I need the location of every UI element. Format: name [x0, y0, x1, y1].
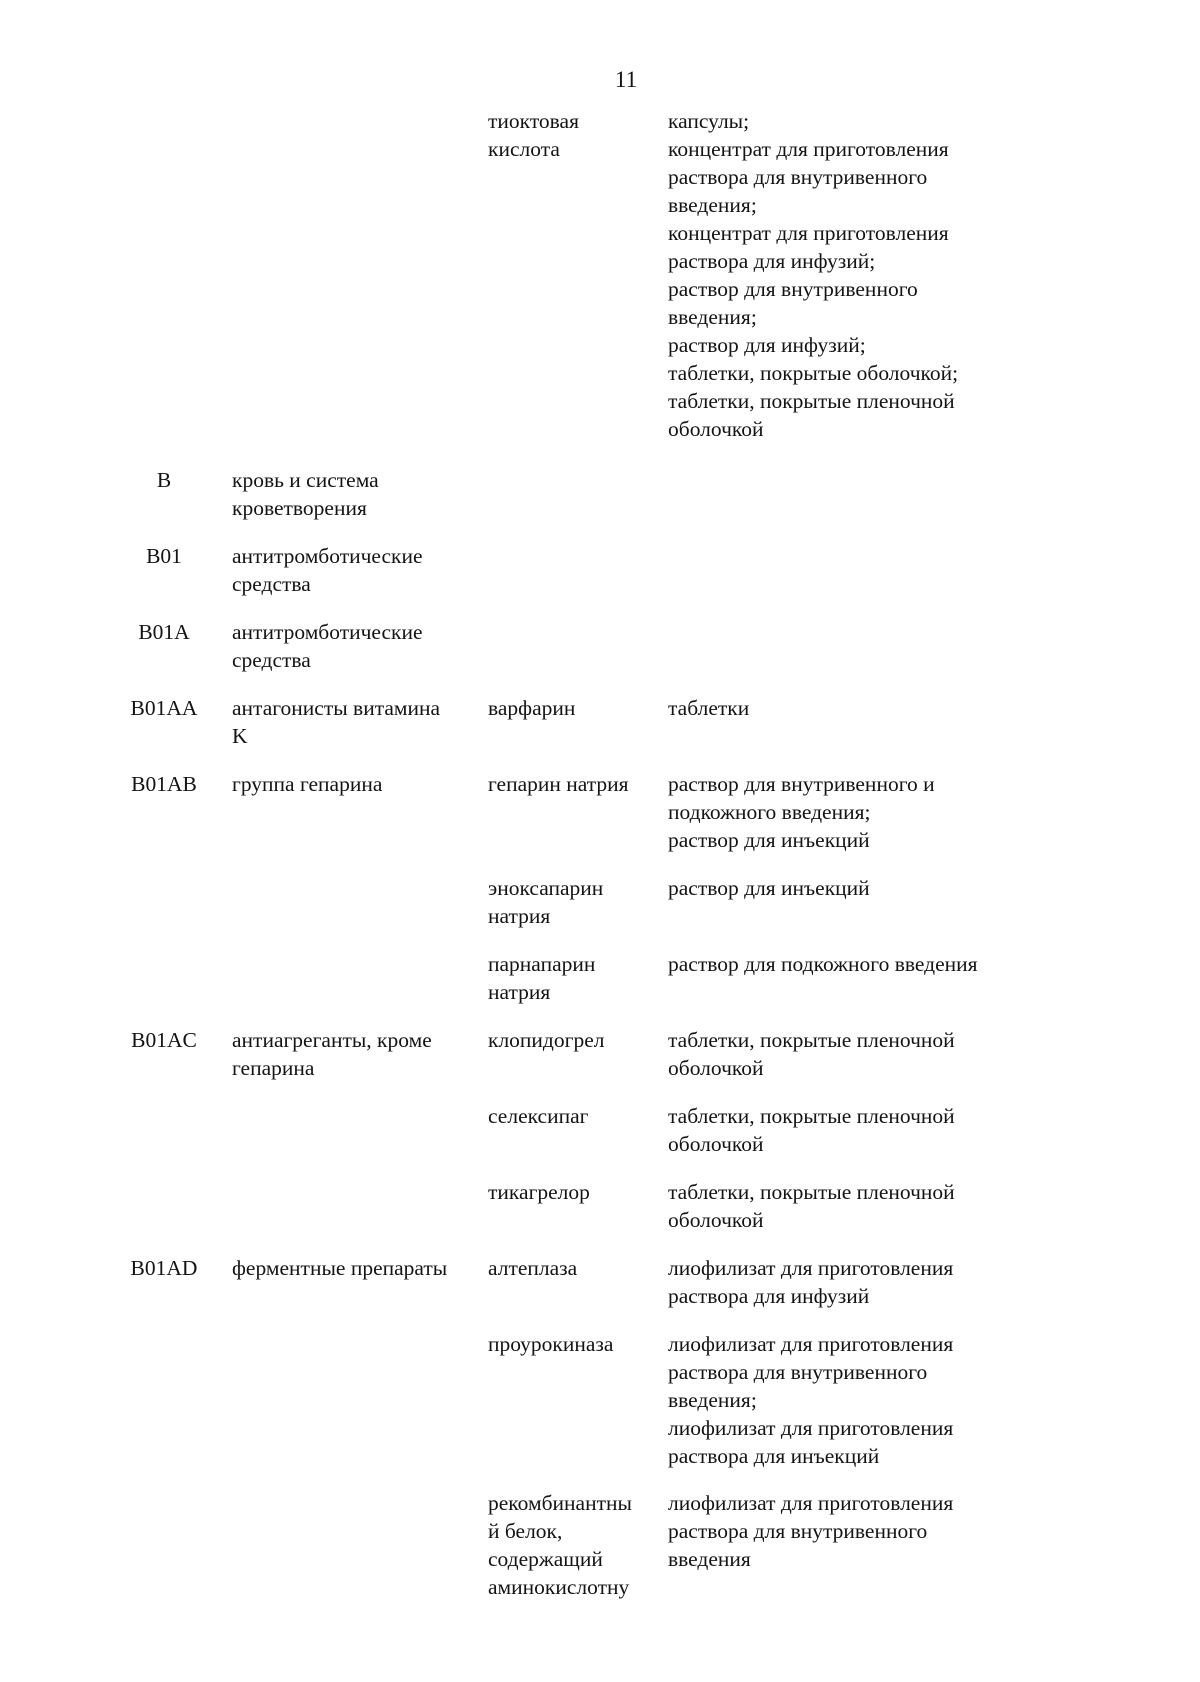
atc-group: антиагреганты, кроме гепарина — [232, 1028, 432, 1080]
atc-group: ферментные препараты — [232, 1256, 448, 1280]
drug-name: эноксапарин натрия — [488, 876, 604, 928]
atc-code: B01AD — [130, 1256, 198, 1280]
dosage-form: таблетки — [668, 696, 750, 720]
drug-name: проурокиназа — [488, 1332, 614, 1356]
drug-name: рекомбинантны й белок, содержащий аминокислотну — [488, 1491, 632, 1599]
atc-code: B01AC — [131, 1028, 197, 1052]
drug-name: варфарин — [488, 696, 576, 720]
drug-name: парнапарин натрия — [488, 952, 596, 1004]
dosage-form: раствор для внутривенного и подкожного введения; раствор для инъекций — [668, 772, 935, 852]
drug-name: алтеплаза — [488, 1256, 578, 1280]
drug-name: клопидогрел — [488, 1028, 605, 1052]
atc-code: B01AB — [131, 772, 197, 796]
dosage-form: капсулы; концентрат для приготовления раствора для внутривенного введения; концентрат для приготовления раствора для инфузий; раствор для внутривенного введения; раствор для инфузий; таблетки, покрытые оболочкой; таблетки, покрытые пленочной оболочкой — [668, 109, 959, 441]
atc-group: антагонисты витамина K — [232, 696, 441, 748]
dosage-form: лиофилизат для приготовления раствора для внутривенного введения — [668, 1491, 954, 1571]
page-number: 11 — [614, 67, 638, 92]
drug-name: тикагрелор — [488, 1180, 590, 1204]
atc-group: кровь и система кроветворения — [232, 468, 379, 520]
atc-group: антитромботические средства — [232, 620, 423, 672]
dosage-form: лиофилизат для приготовления раствора для инфузий — [668, 1256, 954, 1308]
atc-group: антитромботические средства — [232, 544, 423, 596]
dosage-form: таблетки, покрытые пленочной оболочкой — [668, 1180, 955, 1232]
dosage-form: раствор для инъекций — [668, 876, 870, 900]
dosage-form: таблетки, покрытые пленочной оболочкой — [668, 1104, 955, 1156]
atc-code: B01 — [146, 544, 182, 568]
dosage-form: таблетки, покрытые пленочной оболочкой — [668, 1028, 955, 1080]
drug-name: селексипаг — [488, 1104, 589, 1128]
dosage-form: лиофилизат для приготовления раствора для внутривенного введения; лиофилизат для приготовления раствора для инъекций — [668, 1332, 954, 1468]
atc-code: B01AA — [130, 696, 198, 720]
dosage-form: раствор для подкожного введения — [668, 952, 978, 976]
drug-name: гепарин натрия — [488, 772, 629, 796]
atc-group: группа гепарина — [232, 772, 383, 796]
atc-code: B — [156, 468, 172, 492]
atc-code: B01A — [138, 620, 190, 644]
drug-name: тиоктовая кислота — [488, 109, 579, 161]
